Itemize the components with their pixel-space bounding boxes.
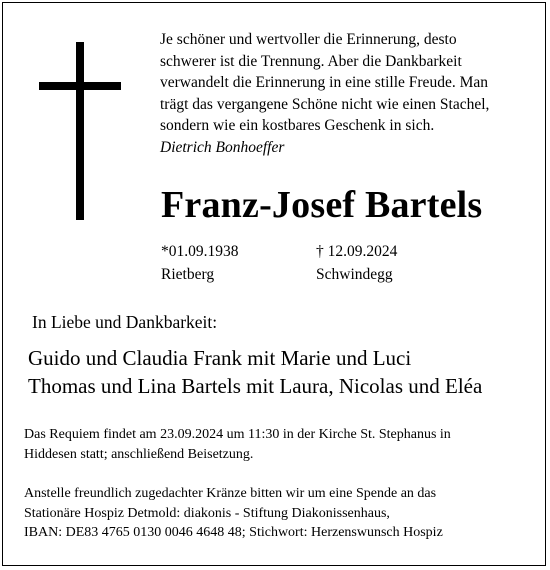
birth-date: *01.09.1938 [161, 243, 239, 260]
mourners-list [28, 344, 482, 400]
requiem-paragraph [24, 425, 451, 464]
intro-text: In Liebe und Dankbarkeit: [32, 312, 218, 332]
birth-place: Rietberg [161, 266, 215, 283]
requiem-line: Hiddesen statt; anschließend Beisetzung. [24, 446, 254, 462]
donation-line: Stationäre Hospiz Detmold: diakonis - Stiftung Diakonissenhaus, [24, 505, 390, 521]
death-info [316, 240, 397, 286]
quote-line: verwandelt die Erinnerung in eine stille Freude. Man [160, 74, 488, 91]
quote-line: Je schöner und wertvoller die Erinnerung, desto [160, 31, 457, 48]
death-place: Schwindegg [316, 266, 393, 283]
quote-line: sondern wie ein kostbares Geschenk in sich. [160, 117, 435, 134]
quote-line: schwerer ist die Trennung. Aber die Dankbarkeit [160, 52, 462, 70]
quote-block [160, 29, 530, 158]
mourner-line: Guido und Claudia Frank mit Marie und Luci [28, 346, 412, 370]
quote-line: trägt das vergangene Schöne nicht wie einen Stachel, [160, 95, 490, 113]
requiem-line: Das Requiem findet am 23.09.2024 um 11:30 in der Kirche St. Stephanus in [24, 427, 451, 442]
donation-line: IBAN: DE83 4765 0130 0046 4648 48; Stichwort: Herzenswunsch Hospiz [24, 525, 443, 540]
donation-line: Anstelle freundlich zugedachter Kränze bitten wir um eine Spende an das [24, 486, 437, 501]
quote-author: Dietrich Bonhoeffer [160, 138, 285, 156]
deceased-name: Franz-Josef Bartels [161, 184, 483, 226]
donation-paragraph [24, 484, 443, 543]
death-date: † 12.09.2024 [316, 243, 398, 260]
birth-info [161, 240, 239, 286]
mourner-line: Thomas und Lina Bartels mit Laura, Nicolas und Eléa [28, 374, 483, 398]
